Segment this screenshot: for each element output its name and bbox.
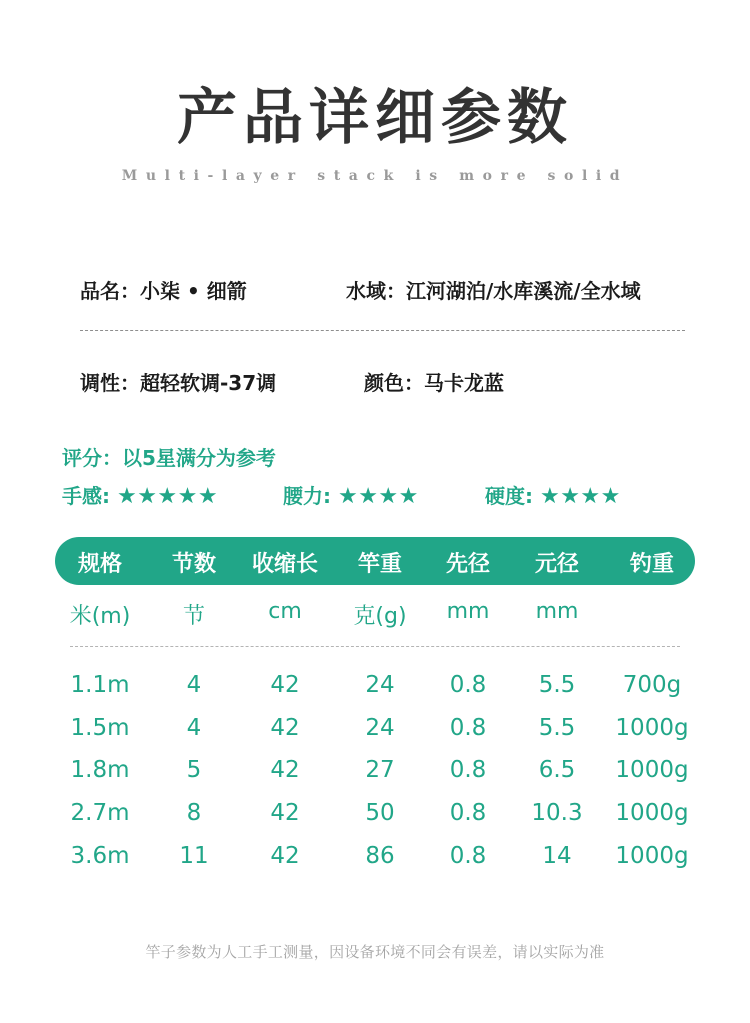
product-name-value: 小柒 • 细箭 — [140, 279, 247, 303]
table-cell-rod-weight: 27 — [365, 757, 395, 783]
table-cell-sections: 4 — [186, 715, 202, 741]
rating-intro: 评分：以5星满分为参考 — [62, 446, 276, 470]
info-divider — [80, 330, 685, 331]
table-cell-retracted-length: 42 — [270, 800, 300, 826]
header-butt-diameter: 元径 — [534, 552, 579, 577]
hardness-rating — [485, 480, 621, 509]
header-fishing-weight: 钓重 — [629, 552, 674, 577]
feel-label: 手感: — [62, 484, 110, 508]
feel-stars: ★★★★★ — [116, 484, 219, 509]
header-tip-diameter: 先径 — [445, 552, 490, 577]
table-cell-rod-weight: 24 — [365, 672, 395, 698]
unit-rod-weight: 克(g) — [353, 604, 407, 629]
water-area-label: 水域： — [346, 279, 406, 303]
product-name-row — [80, 275, 247, 304]
table-cell-retracted-length: 42 — [270, 757, 300, 783]
tone-label: 调性： — [80, 371, 140, 395]
table-cell-butt-diameter: 6.5 — [538, 757, 576, 783]
header-spec: 规格 — [77, 552, 122, 577]
table-cell-spec: 1.5m — [70, 715, 130, 741]
header-rod-weight: 竿重 — [357, 552, 402, 577]
feel-rating — [62, 480, 218, 509]
table-cell-retracted-length: 42 — [270, 715, 300, 741]
page-title: 产品详细参数 — [177, 83, 573, 153]
table-cell-tip-diameter: 0.8 — [449, 715, 487, 741]
table-cell-spec: 2.7m — [70, 800, 130, 826]
table-cell-fishing-weight: 1000g — [615, 757, 689, 783]
table-cell-fishing-weight: 1000g — [615, 715, 689, 741]
table-cell-fishing-weight: 1000g — [615, 800, 689, 826]
table-cell-rod-weight: 86 — [365, 843, 395, 869]
unit-butt-diameter: mm — [535, 599, 579, 624]
table-cell-spec: 3.6m — [70, 843, 130, 869]
table-cell-tip-diameter: 0.8 — [449, 672, 487, 698]
table-cell-sections: 4 — [186, 672, 202, 698]
unit-sections: 节 — [182, 604, 205, 629]
hardness-stars: ★★★★ — [539, 484, 621, 509]
table-cell-butt-diameter: 5.5 — [538, 715, 576, 741]
table-cell-fishing-weight: 1000g — [615, 843, 689, 869]
table-cell-rod-weight: 50 — [365, 800, 395, 826]
product-name-label: 品名： — [80, 279, 140, 303]
table-cell-butt-diameter: 14 — [542, 843, 572, 869]
footer-note: 竿子参数为人工手工测量，因设备环境不同会有误差，请以实际为准 — [145, 943, 605, 961]
table-cell-fishing-weight: 700g — [622, 672, 682, 698]
table-cell-retracted-length: 42 — [270, 843, 300, 869]
header-retracted-length: 收缩长 — [251, 552, 318, 577]
table-divider — [70, 646, 680, 647]
page-subtitle: Multi-layer stack is more solid — [121, 168, 629, 184]
waist-rating — [283, 480, 419, 509]
color-label: 颜色： — [364, 371, 424, 395]
table-cell-sections: 5 — [186, 757, 202, 783]
unit-tip-diameter: mm — [446, 599, 490, 624]
table-cell-retracted-length: 42 — [270, 672, 300, 698]
header-sections: 节数 — [171, 552, 216, 577]
table-cell-tip-diameter: 0.8 — [449, 800, 487, 826]
color-row — [364, 367, 504, 396]
tone-row — [80, 367, 276, 396]
tone-value: 超轻软调-37调 — [140, 371, 277, 395]
table-cell-sections: 11 — [179, 843, 209, 869]
table-cell-tip-diameter: 0.8 — [449, 843, 487, 869]
unit-spec: 米(m) — [69, 604, 131, 629]
waist-label: 腰力: — [283, 484, 331, 508]
unit-retracted-length: cm — [268, 599, 302, 624]
water-area-row — [346, 275, 641, 304]
color-value: 马卡龙蓝 — [424, 371, 504, 395]
table-cell-spec: 1.8m — [70, 757, 130, 783]
table-cell-rod-weight: 24 — [365, 715, 395, 741]
table-cell-spec: 1.1m — [70, 672, 130, 698]
table-cell-tip-diameter: 0.8 — [449, 757, 487, 783]
water-area-value: 江河湖泊/水库溪流/全水域 — [406, 279, 641, 303]
table-cell-butt-diameter: 10.3 — [531, 800, 583, 826]
table-cell-sections: 8 — [186, 800, 202, 826]
hardness-label: 硬度: — [485, 484, 533, 508]
table-cell-butt-diameter: 5.5 — [538, 672, 576, 698]
waist-stars: ★★★★ — [337, 484, 419, 509]
